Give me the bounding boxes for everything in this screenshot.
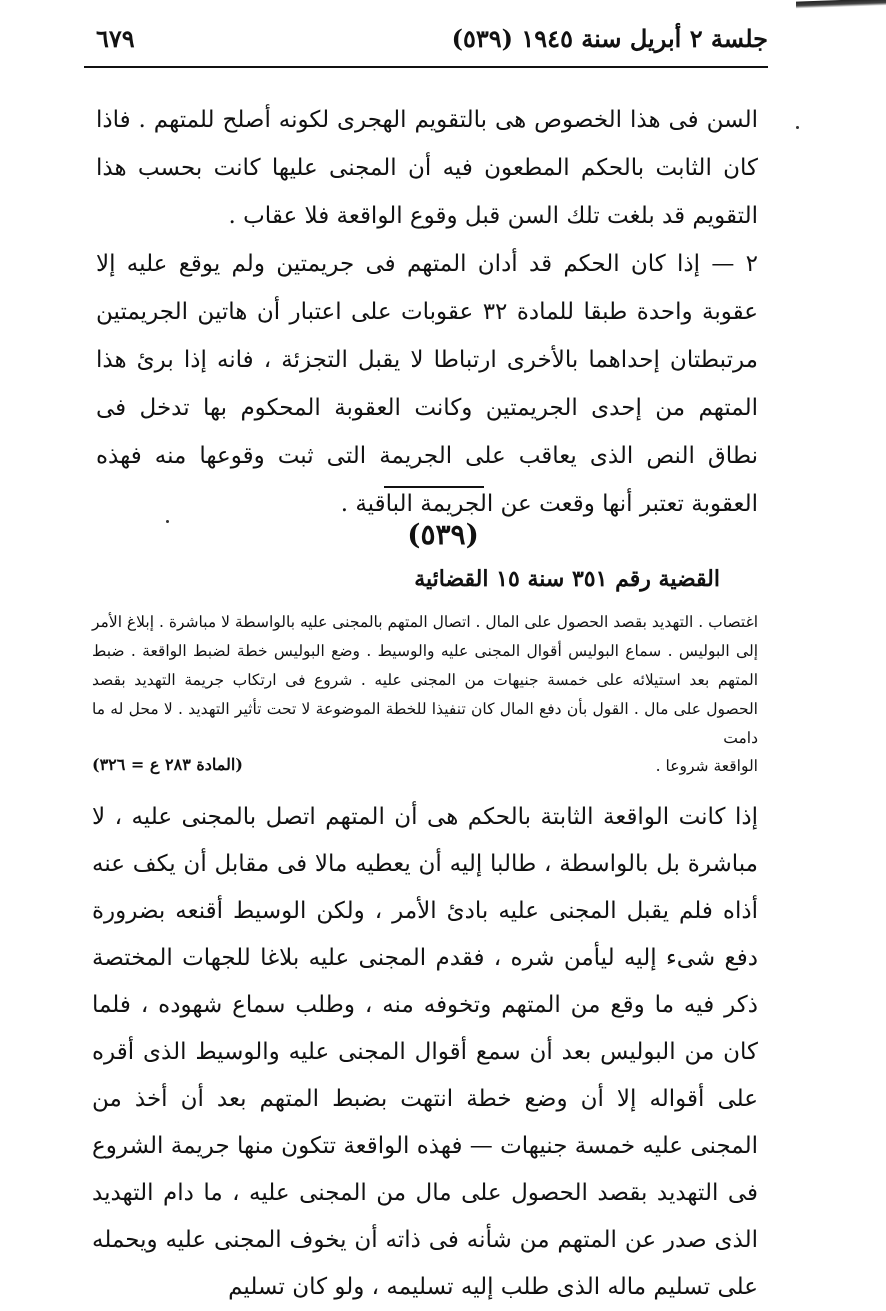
headnote-summary: اغتصاب . التهديد بقصد الحصول على المال . اتصال المتهم بالمجنى عليه بالواسطة لا مباشرة . إبلاغ الأمر إلى البوليس . سماع البوليس أقوال المجنى عليه والوسيط . وضع البوليس خطة لضبط الواقعة . ضبط المتهم بعد استيلائه على خمسة جنيهات من المجنى عليه . شروع فى ارتكاب جريمة التهديد بقصد الحصول على مال . القول بأن دفع المال كان تنفيذا للخطة الموضوعة لا تحت تأثير التهديد . لا محل له ما دامت: [92, 613, 758, 747]
page-number: ٦٧٩: [96, 24, 135, 53]
page-header: [88, 14, 768, 66]
scan-speck: [166, 520, 169, 523]
case-number: (٥٣٩): [407, 518, 479, 551]
article-reference: (المادة ٢٨٣ ع = ٣٢٦): [92, 755, 243, 774]
section-divider: [384, 486, 484, 488]
case-title: القضية رقم ٣٥١ سنة ١٥ القضائية: [414, 566, 720, 592]
ruling-text: إذا كانت الواقعة الثابتة بالحكم هى أن المتهم اتصل بالمجنى عليه ، لا مباشرة بل بالواسطة ، طالبا إليه أن يعطيه مالا فى مقابل أن يكف عنه أذاه فلم يقبل المجنى عليه بادئ الأمر ، ولكن الوسيط أقنعه بضرورة دفع شىء إليه ليأمن شره ، فقدم المجنى عليه بلاغا للجهات المختصة ذكر فيه ما وقع من المتهم وتخوفه منه ، وطلب سماع شهوده ، فلما كان من البوليس بعد أن سمع أقوال المجنى عليه والوسيط الذى أقره على أقواله إلا أن وضع خطة انتهت بضبط المتهم بعد أن أخذ من المجنى عليه خمسة جنيهات — فهذه الواقعة تتكون منها جريمة الشروع فى التهديد بقصد الحصول على مال من المجنى عليه ، ما دام التهديد الذى صدر عن المتهم من شأنه فى ذاته أن يخوف المجنى عليه ويحمله على تسليم ماله الذى طلب إليه تسليمه ، ولو كان تسليم: [92, 804, 758, 1300]
scan-corner-mark: [796, 0, 886, 9]
running-header-title: جلسة ٢ أبريل سنة ١٩٤٥ (٥٣٩): [451, 24, 768, 53]
paragraph-point-two: ٢ — إذا كان الحكم قد أدان المتهم فى جريمتين ولم يوقع عليه إلا عقوبة واحدة طبقا للمادة ٣٢ عقوبات على اعتبار أن هاتين الجريمتين مرتبطتان إحداهما بالأخرى ارتباطا لا يقبل التجزئة ، فانه إذا برئ هذا المتهم من إحدى الجريمتين وكانت العقوبة المحكوم بها تدخل فى نطاق النص الذى يعاقب على الجريمة التى ثبت وقوعها منه فهذه العقوبة تعتبر أنها وقعت عن الجريمة الباقية .: [96, 251, 758, 517]
header-rule: [84, 66, 768, 68]
paragraph-continuation: السن فى هذا الخصوص هى بالتقويم الهجرى لكونه أصلح للمتهم . فاذا كان الثابت بالحكم المطعون فيه أن المجنى عليها كانت بحسب هذا التقويم قد بلغت تلك السن قبل وقوع الواقعة فلا عقاب .: [96, 107, 758, 229]
headnote-end-words: الواقعة شروعا .: [655, 757, 758, 775]
scan-speck: [796, 126, 799, 129]
headnote-tail: [92, 750, 758, 780]
